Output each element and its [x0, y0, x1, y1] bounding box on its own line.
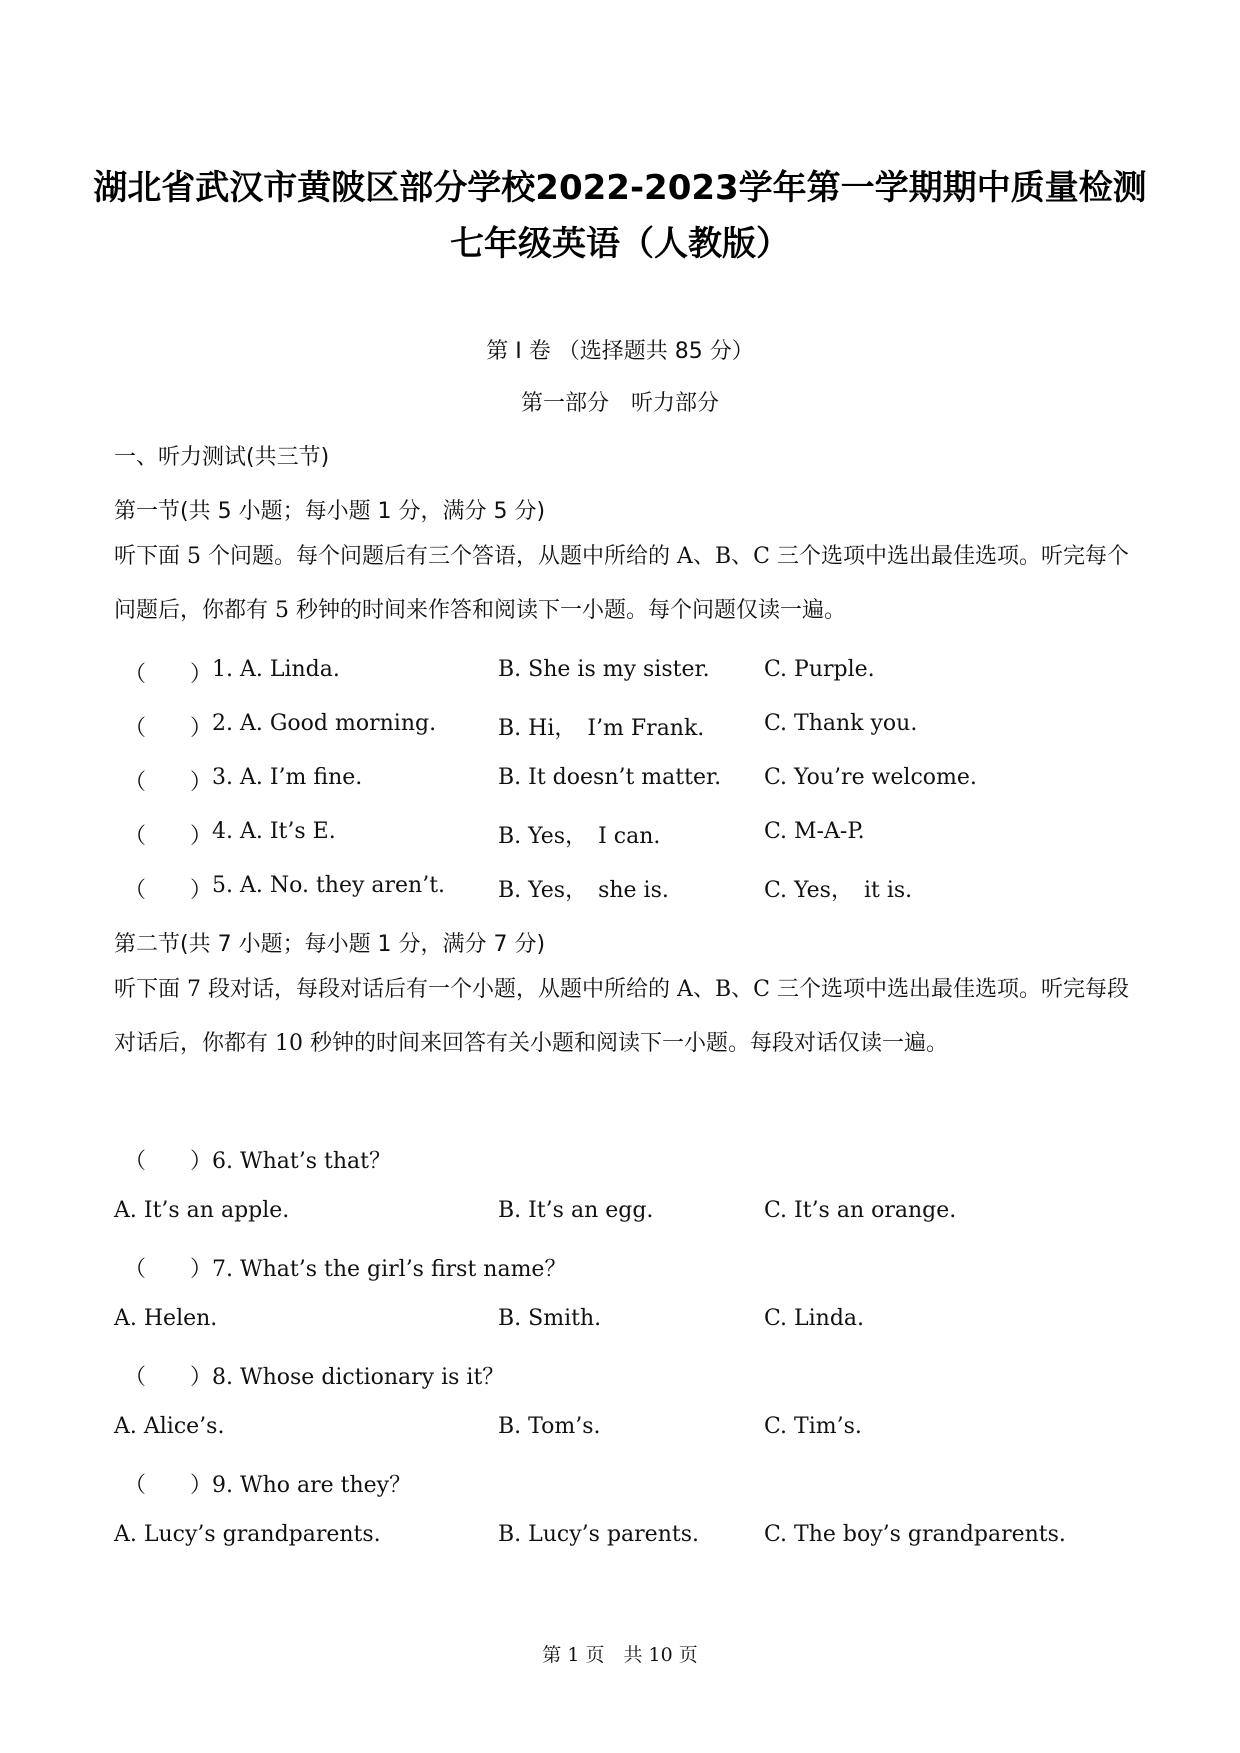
option-b: B. She is my sister.: [498, 657, 710, 682]
option-b: B. Hi， I’m Frank.: [498, 716, 705, 741]
answer-blank[interactable]: （ ）: [124, 716, 213, 741]
section1-heading: 第一节(共 5 小题；每小题 1 分，满分 5 分): [114, 499, 546, 524]
page-footer: 第 1 页 共 10 页: [542, 1644, 698, 1666]
question-row: [0, 873, 1240, 903]
section1-instructions: 听下面 5 个问题。每个问题后有三个答语，从题中所给的 A、B、C 三个选项中选出最佳选项。听完每个问题后，你都有 5 秒钟的时间来作答和阅读下一小题。每个问题仅读一遍。: [114, 544, 1129, 623]
question-text: 7. What’s the girl’s first name？: [212, 1257, 567, 1282]
options-row: [0, 1198, 1240, 1228]
option-c: C. You’re welcome.: [764, 765, 977, 790]
option-b: B. Lucy’s parents.: [498, 1522, 699, 1547]
question-row: [0, 765, 1240, 795]
option-c: C. M-A-P.: [764, 819, 865, 844]
question-row: [0, 1360, 1240, 1390]
option-c: C. Yes， it is.: [764, 878, 913, 903]
option-c: C. Tim’s.: [764, 1414, 862, 1439]
option-b: B. Yes， she is.: [498, 878, 669, 903]
option-c: C. The boy’s grandparents.: [764, 1522, 1066, 1547]
question-text: 6. What’s that？: [212, 1149, 391, 1174]
answer-blank[interactable]: （ ）: [124, 1365, 213, 1390]
question-row: [0, 1144, 1240, 1174]
question-row: [0, 1252, 1240, 1282]
option-a: A. Lucy’s grandparents.: [114, 1522, 381, 1547]
question-row: [0, 657, 1240, 687]
question-text: 8. Whose dictionary is it？: [212, 1365, 505, 1390]
section2-heading: 第二节(共 7 小题；每小题 1 分，满分 7 分): [114, 932, 546, 957]
question-row: [0, 819, 1240, 849]
option-a: 2. A. Good morning.: [212, 711, 437, 736]
answer-blank[interactable]: （ ）: [124, 770, 213, 795]
option-c: C. It’s an orange.: [764, 1198, 957, 1223]
question-row: [0, 1468, 1240, 1498]
answer-blank[interactable]: （ ）: [124, 878, 213, 903]
section-main-heading: 一、听力测试(共三节): [114, 445, 330, 470]
option-a: A. Alice’s.: [114, 1414, 225, 1439]
volume-label: 第 Ⅰ 卷 （选择题共 85 分）: [486, 339, 754, 364]
option-a: 3. A. I’m fine.: [212, 765, 363, 790]
option-a: A. It’s an apple.: [114, 1198, 290, 1223]
exam-title-line1: 湖北省武汉市黄陂区部分学校2022-2023学年第一学期期中质量检测: [93, 168, 1147, 208]
answer-blank[interactable]: （ ）: [124, 824, 213, 849]
answer-blank[interactable]: （ ）: [124, 662, 213, 687]
option-c: C. Purple.: [764, 657, 875, 682]
option-c: C. Thank you.: [764, 711, 918, 736]
option-a: 5. A. No. they aren’t.: [212, 873, 446, 898]
section2-instructions: 听下面 7 段对话，每段对话后有一个小题，从题中所给的 A、B、C 三个选项中选出最佳选项。听完每段对话后，你都有 10 秒钟的时间来回答有关小题和阅读下一小题。每段对话仅读一遍。: [114, 977, 1129, 1056]
exam-title-line2: 七年级英语（人教版）: [450, 224, 790, 264]
option-b: B. Yes， I can.: [498, 824, 661, 849]
option-b: B. Tom’s.: [498, 1414, 601, 1439]
answer-blank[interactable]: （ ）: [124, 1257, 213, 1282]
options-row: [0, 1306, 1240, 1336]
options-row: [0, 1522, 1240, 1552]
option-b: B. It’s an egg.: [498, 1198, 654, 1223]
option-a: 1. A. Linda.: [212, 657, 340, 682]
question-row: [0, 711, 1240, 741]
option-b: B. Smith.: [498, 1306, 602, 1331]
option-a: A. Helen.: [114, 1306, 218, 1331]
options-row: [0, 1414, 1240, 1444]
answer-blank[interactable]: （ ）: [124, 1473, 213, 1498]
option-b: B. It doesn’t matter.: [498, 765, 722, 790]
part-label: 第一部分 听力部分: [520, 391, 719, 416]
option-a: 4. A. It’s E.: [212, 819, 336, 844]
question-text: 9. Who are they？: [212, 1473, 412, 1498]
answer-blank[interactable]: （ ）: [124, 1149, 213, 1174]
option-c: C. Linda.: [764, 1306, 865, 1331]
